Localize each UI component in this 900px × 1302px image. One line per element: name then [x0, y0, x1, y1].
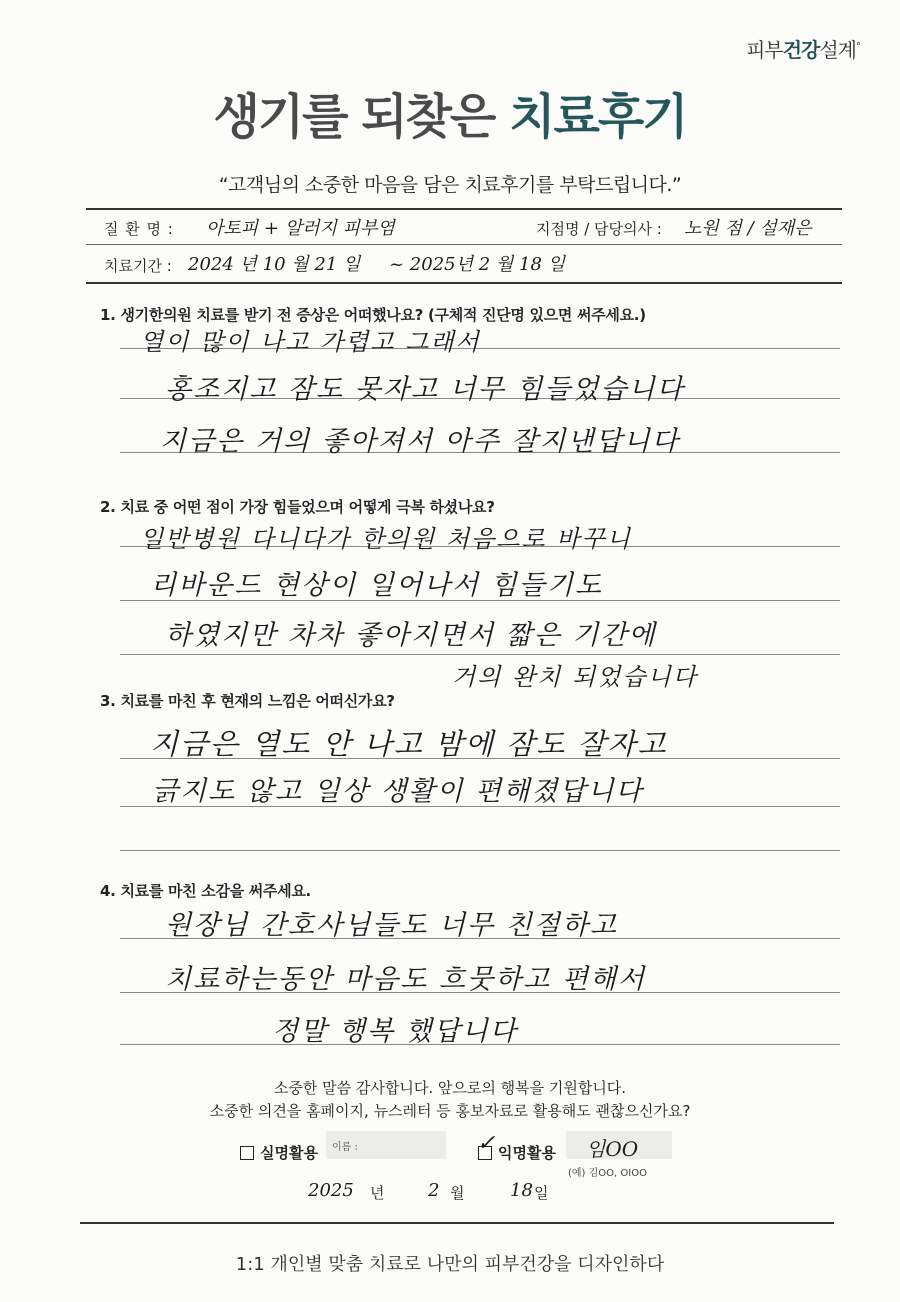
period-label: 치료기간 : [104, 257, 172, 275]
real-name-label: 실명활용 [260, 1144, 318, 1162]
disease-value: 아토피 + 알러지 피부염 [206, 218, 395, 239]
footer-rule [80, 1222, 834, 1224]
question-4-label: 4. 치료를 마친 소감을 써주세요. [100, 882, 311, 900]
anonymous-label: 익명활용 [498, 1144, 556, 1162]
info-middle-rule [86, 244, 842, 245]
question-3-label: 3. 치료를 마친 후 현재의 느낌은 어떠신가요? [100, 692, 395, 710]
footer-slogan: 1:1 개인별 맞춤 치료로 나만의 피부건강을 디자인하다 [235, 1254, 665, 1275]
question-2-label: 2. 치료 중 어떤 점이 가장 힘들었으며 어떻게 극복 하셨나요? [100, 498, 495, 516]
branch-value: 노원 점 / 설재은 [684, 218, 812, 239]
answer-3-line-1: 지금은 열도 안 나고 밤에 잠도 잘자고 [150, 727, 668, 761]
answer-1-line-2: 홍조지고 잠도 못자고 너무 힘들었습니다 [165, 374, 685, 405]
brand-accent: 건강 [782, 38, 820, 62]
answer-2-line-1: 일반병원 다니다가 한의원 처음으로 바꾸니 [140, 525, 632, 553]
brand-logo [746, 34, 860, 63]
title-main: 생기를 되찾은 [213, 89, 510, 145]
anonymous-example: (예) 김OO, OIOO [568, 1168, 647, 1179]
date-year-unit: 년 [370, 1184, 385, 1202]
date-year: 2025 [308, 1180, 354, 1201]
answer-2-line-4: 거의 완치 되었습니다 [452, 663, 698, 691]
info-top-rule [86, 208, 842, 210]
brand-suffix: 설계 [819, 38, 856, 62]
info-bottom-rule [86, 282, 842, 284]
consent-question: 소중한 의견을 홈페이지, 뉴스레터 등 홍보자료로 활용해도 괜찮으신가요? [209, 1102, 691, 1120]
answer-3-line-2: 긁지도 않고 일상 생활이 편해졌답니다 [152, 776, 644, 807]
answer-4-line-2: 치료하는동안 마음도 흐뭇하고 편해서 [165, 964, 647, 995]
checkmark-icon: ✓ [477, 1130, 496, 1156]
answer-4-line-1: 원장님 간호사님들도 너무 친절하고 [165, 910, 618, 941]
brand-mark: ° [856, 41, 860, 53]
answer-2-line-2: 리바운드 현상이 일어나서 힘들기도 [150, 570, 603, 601]
answer-1-line-1: 열이 많이 나고 가렵고 그래서 [140, 328, 481, 356]
disease-label: 질 환 명 : [104, 220, 174, 238]
answer-4-line-3: 정말 행복 했답니다 [272, 1016, 518, 1047]
period-value: 2024 년 10 월 21 일 ~ 2025년 2 월 18 일 [188, 254, 566, 275]
anonymous-name-value: 임OO [586, 1137, 639, 1161]
page-title [0, 78, 900, 147]
branch-label: 지점명 / 담당의사 : [536, 220, 662, 238]
anonymous-name-field[interactable] [566, 1131, 672, 1159]
page-subtitle: “고객님의 소중한 마음을 담은 치료후기를 부탁드립니다.” [218, 174, 682, 196]
anonymous-option[interactable] [477, 1130, 556, 1163]
answer-2-line-3: 하였지만 차차 좋아지면서 짧은 기간에 [165, 620, 657, 651]
name-field-label: 이름 : [332, 1142, 358, 1153]
answer-1-line-3: 지금은 거의 좋아져서 아주 잘지낸답니다 [160, 426, 680, 457]
brand-prefix: 피부 [746, 38, 783, 62]
anonymous-checkbox[interactable] [477, 1130, 496, 1160]
answer-line [120, 850, 840, 851]
real-name-checkbox[interactable] [240, 1146, 254, 1160]
name-field[interactable] [326, 1131, 446, 1159]
real-name-option[interactable] [240, 1142, 318, 1163]
answer-line [120, 654, 840, 655]
question-1-label: 1. 생기한의원 치료를 받기 전 증상은 어떠했나요? (구체적 진단명 있으면 써주세요.) [100, 306, 646, 324]
date-month-unit: 월 [450, 1184, 465, 1202]
date-day: 18 [510, 1180, 533, 1201]
title-accent: 치료후기 [509, 89, 687, 145]
date-day-unit: 일 [534, 1184, 549, 1202]
thanks-message: 소중한 말씀 감사합니다. 앞으로의 행복을 기원합니다. [273, 1079, 627, 1097]
date-month: 2 [428, 1180, 440, 1201]
